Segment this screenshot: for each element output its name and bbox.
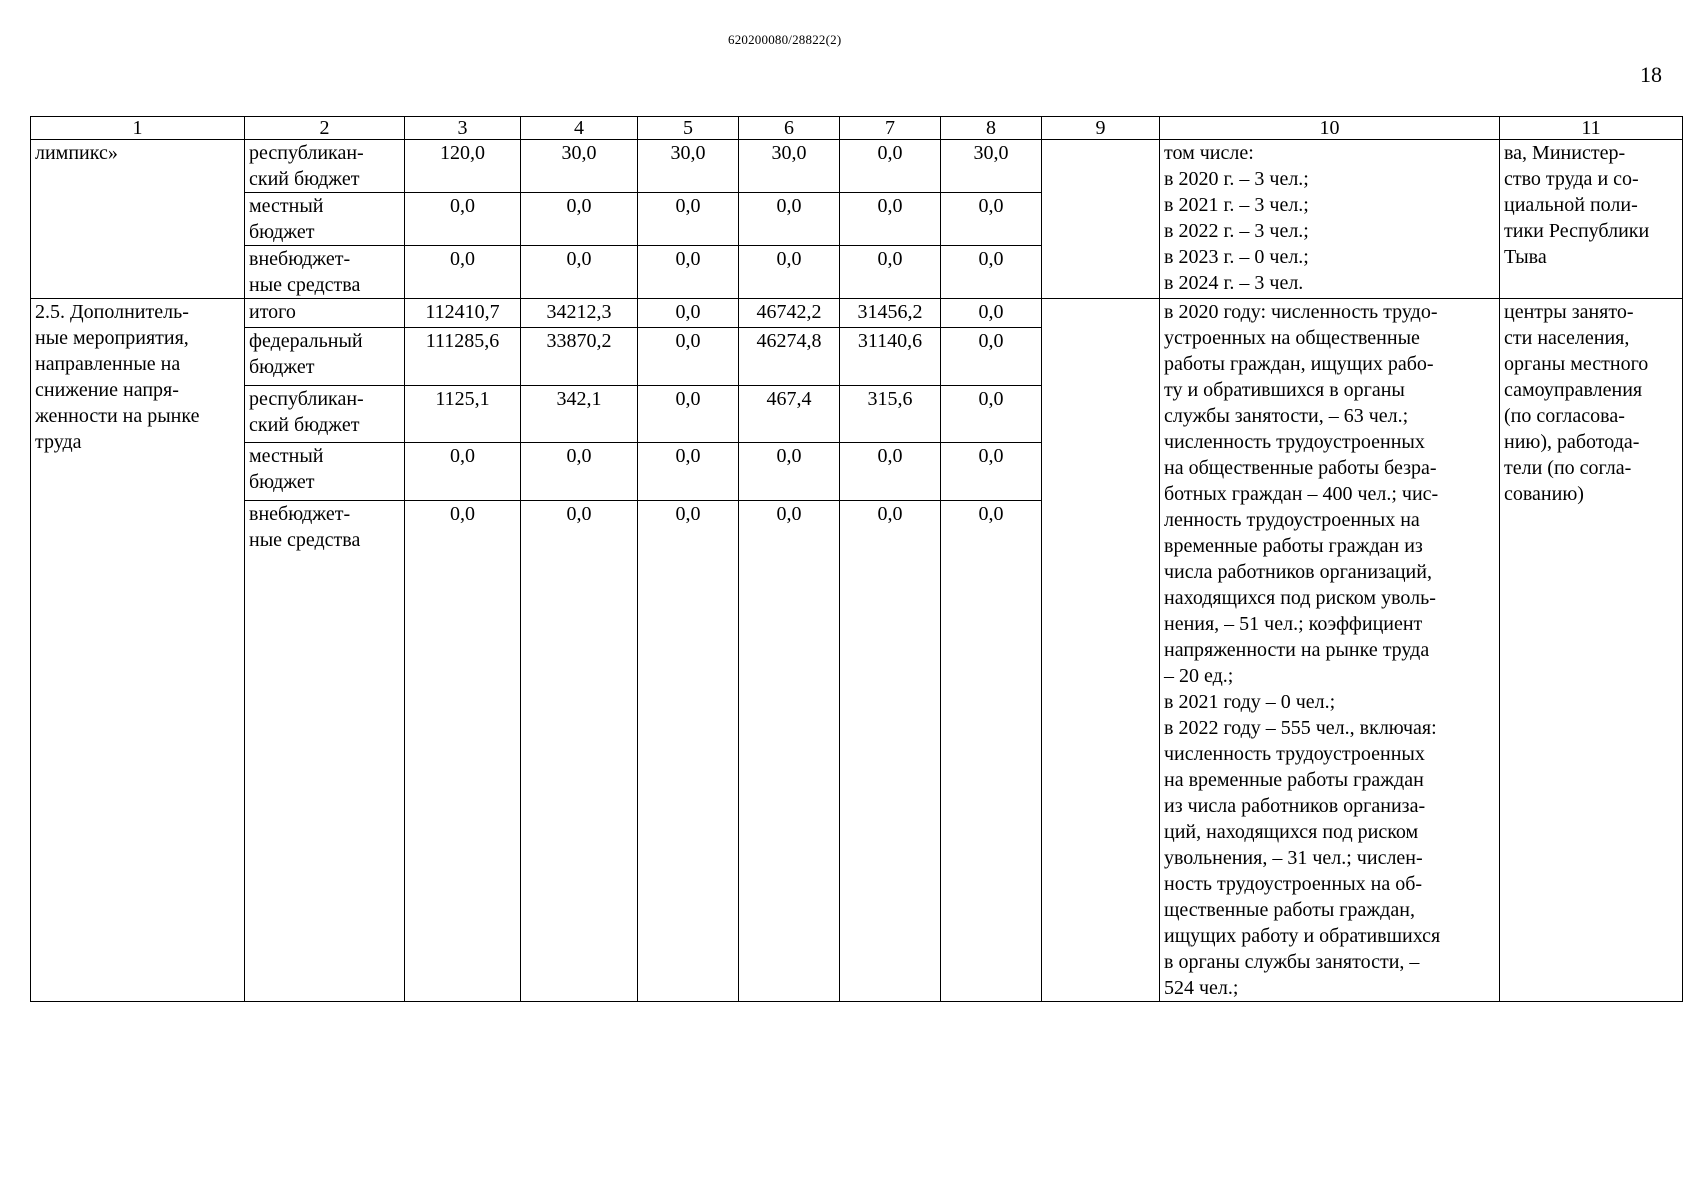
amount-year: 30,0 bbox=[521, 140, 638, 193]
funding-source: внебюджет- ные средства bbox=[245, 246, 405, 299]
amount-year: 0,0 bbox=[638, 299, 739, 328]
amount-year: 0,0 bbox=[941, 299, 1042, 328]
amount-year: 0,0 bbox=[840, 246, 941, 299]
table-row bbox=[31, 140, 1683, 193]
amount-year: 30,0 bbox=[638, 140, 739, 193]
amount-year: 467,4 bbox=[739, 385, 840, 443]
executors: центры занято- сти населения, органы местного самоуправления (по согласова- нию), работода- тели (по согла- сованию) bbox=[1500, 299, 1683, 1002]
amount-year: 0,0 bbox=[739, 501, 840, 1002]
amount-year: 0,0 bbox=[840, 193, 941, 246]
amount-total: 111285,6 bbox=[405, 328, 521, 386]
header-row bbox=[31, 117, 1683, 140]
document-id: 620200080/28822(2) bbox=[728, 32, 842, 47]
col9-cell bbox=[1042, 140, 1160, 299]
amount-total: 112410,7 bbox=[405, 299, 521, 328]
amount-year: 0,0 bbox=[521, 193, 638, 246]
expected-result: том числе: в 2020 г. – 3 чел.; в 2021 г. – 3 чел.; в 2022 г. – 3 чел.; в 2023 г. – 0 чел.; в 2024 г. – 3 чел. bbox=[1160, 140, 1500, 299]
amount-total: 0,0 bbox=[405, 443, 521, 501]
amount-total: 0,0 bbox=[405, 193, 521, 246]
column-number: 2 bbox=[245, 117, 405, 140]
amount-year: 0,0 bbox=[638, 385, 739, 443]
amount-year: 0,0 bbox=[521, 443, 638, 501]
column-number: 1 bbox=[31, 117, 245, 140]
amount-total: 0,0 bbox=[405, 501, 521, 1002]
executors: ва, Министер- ство труда и со- циальной поли- тики Республики Тыва bbox=[1500, 140, 1683, 299]
amount-year: 46742,2 bbox=[739, 299, 840, 328]
column-number: 11 bbox=[1500, 117, 1683, 140]
amount-total: 0,0 bbox=[405, 246, 521, 299]
page-number: 18 bbox=[1640, 62, 1662, 87]
amount-year: 0,0 bbox=[521, 501, 638, 1002]
amount-year: 0,0 bbox=[638, 193, 739, 246]
amount-year: 0,0 bbox=[941, 385, 1042, 443]
funding-source: внебюджет- ные средства bbox=[245, 501, 405, 1002]
amount-year: 30,0 bbox=[739, 140, 840, 193]
amount-total: 1125,1 bbox=[405, 385, 521, 443]
funding-source: местный бюджет bbox=[245, 193, 405, 246]
table-row bbox=[31, 299, 1683, 328]
amount-year: 0,0 bbox=[840, 443, 941, 501]
funding-source: итого bbox=[245, 299, 405, 328]
amount-year: 0,0 bbox=[638, 443, 739, 501]
column-number: 4 bbox=[521, 117, 638, 140]
amount-year: 0,0 bbox=[638, 328, 739, 386]
funding-source: республикан- ский бюджет bbox=[245, 385, 405, 443]
program-table bbox=[30, 116, 1683, 1002]
amount-year: 0,0 bbox=[941, 193, 1042, 246]
amount-year: 34212,3 bbox=[521, 299, 638, 328]
amount-year: 30,0 bbox=[941, 140, 1042, 193]
column-number: 10 bbox=[1160, 117, 1500, 140]
funding-source: местный бюджет bbox=[245, 443, 405, 501]
amount-year: 0,0 bbox=[739, 246, 840, 299]
column-number: 6 bbox=[739, 117, 840, 140]
amount-year: 0,0 bbox=[638, 501, 739, 1002]
amount-year: 33870,2 bbox=[521, 328, 638, 386]
amount-year: 31140,6 bbox=[840, 328, 941, 386]
column-number: 7 bbox=[840, 117, 941, 140]
amount-year: 0,0 bbox=[941, 501, 1042, 1002]
amount-year: 0,0 bbox=[840, 501, 941, 1002]
amount-year: 0,0 bbox=[521, 246, 638, 299]
amount-year: 0,0 bbox=[638, 246, 739, 299]
column-number: 9 bbox=[1042, 117, 1160, 140]
expected-result: в 2020 году: численность трудо- устроенных на общественные работы граждан, ищущих рабо- ту и обратившихся в органы службы занятости, – 63 чел.; численность трудоустроенных на общественные работы безра- ботных граждан – 400 чел.; чис- ленность трудоустроенных на временные работы граждан из числа работников организаций, находящихся под риском уволь- нения, – 51 чел.; коэффициент напряженности на рынке труда – 20 ед.; в 2021 году – 0 чел.; в 2022 году – 555 чел., включая: численность трудоустроенных на временные работы граждан из числа работников организа- ций, находящихся под риском увольнения, – 31 чел.; числен- ность трудоустроенных на об- щественные работы граждан, ищущих работу и обратившихся в органы службы занятости, – 524 чел.; bbox=[1160, 299, 1500, 1002]
amount-year: 46274,8 bbox=[739, 328, 840, 386]
amount-year: 0,0 bbox=[840, 140, 941, 193]
column-number: 8 bbox=[941, 117, 1042, 140]
amount-year: 0,0 bbox=[941, 443, 1042, 501]
funding-source: республикан- ский бюджет bbox=[245, 140, 405, 193]
activity-name: 2.5. Дополнитель- ные мероприятия, направленные на снижение напря- женности на рынке труда bbox=[31, 299, 245, 1002]
amount-year: 315,6 bbox=[840, 385, 941, 443]
amount-total: 120,0 bbox=[405, 140, 521, 193]
col9-cell bbox=[1042, 299, 1160, 1002]
amount-year: 0,0 bbox=[941, 246, 1042, 299]
amount-year: 31456,2 bbox=[840, 299, 941, 328]
column-number: 3 bbox=[405, 117, 521, 140]
funding-source: федеральный бюджет bbox=[245, 328, 405, 386]
column-number: 5 bbox=[638, 117, 739, 140]
amount-year: 0,0 bbox=[739, 443, 840, 501]
amount-year: 342,1 bbox=[521, 385, 638, 443]
amount-year: 0,0 bbox=[739, 193, 840, 246]
activity-name: лимпикс» bbox=[31, 140, 245, 299]
amount-year: 0,0 bbox=[941, 328, 1042, 386]
